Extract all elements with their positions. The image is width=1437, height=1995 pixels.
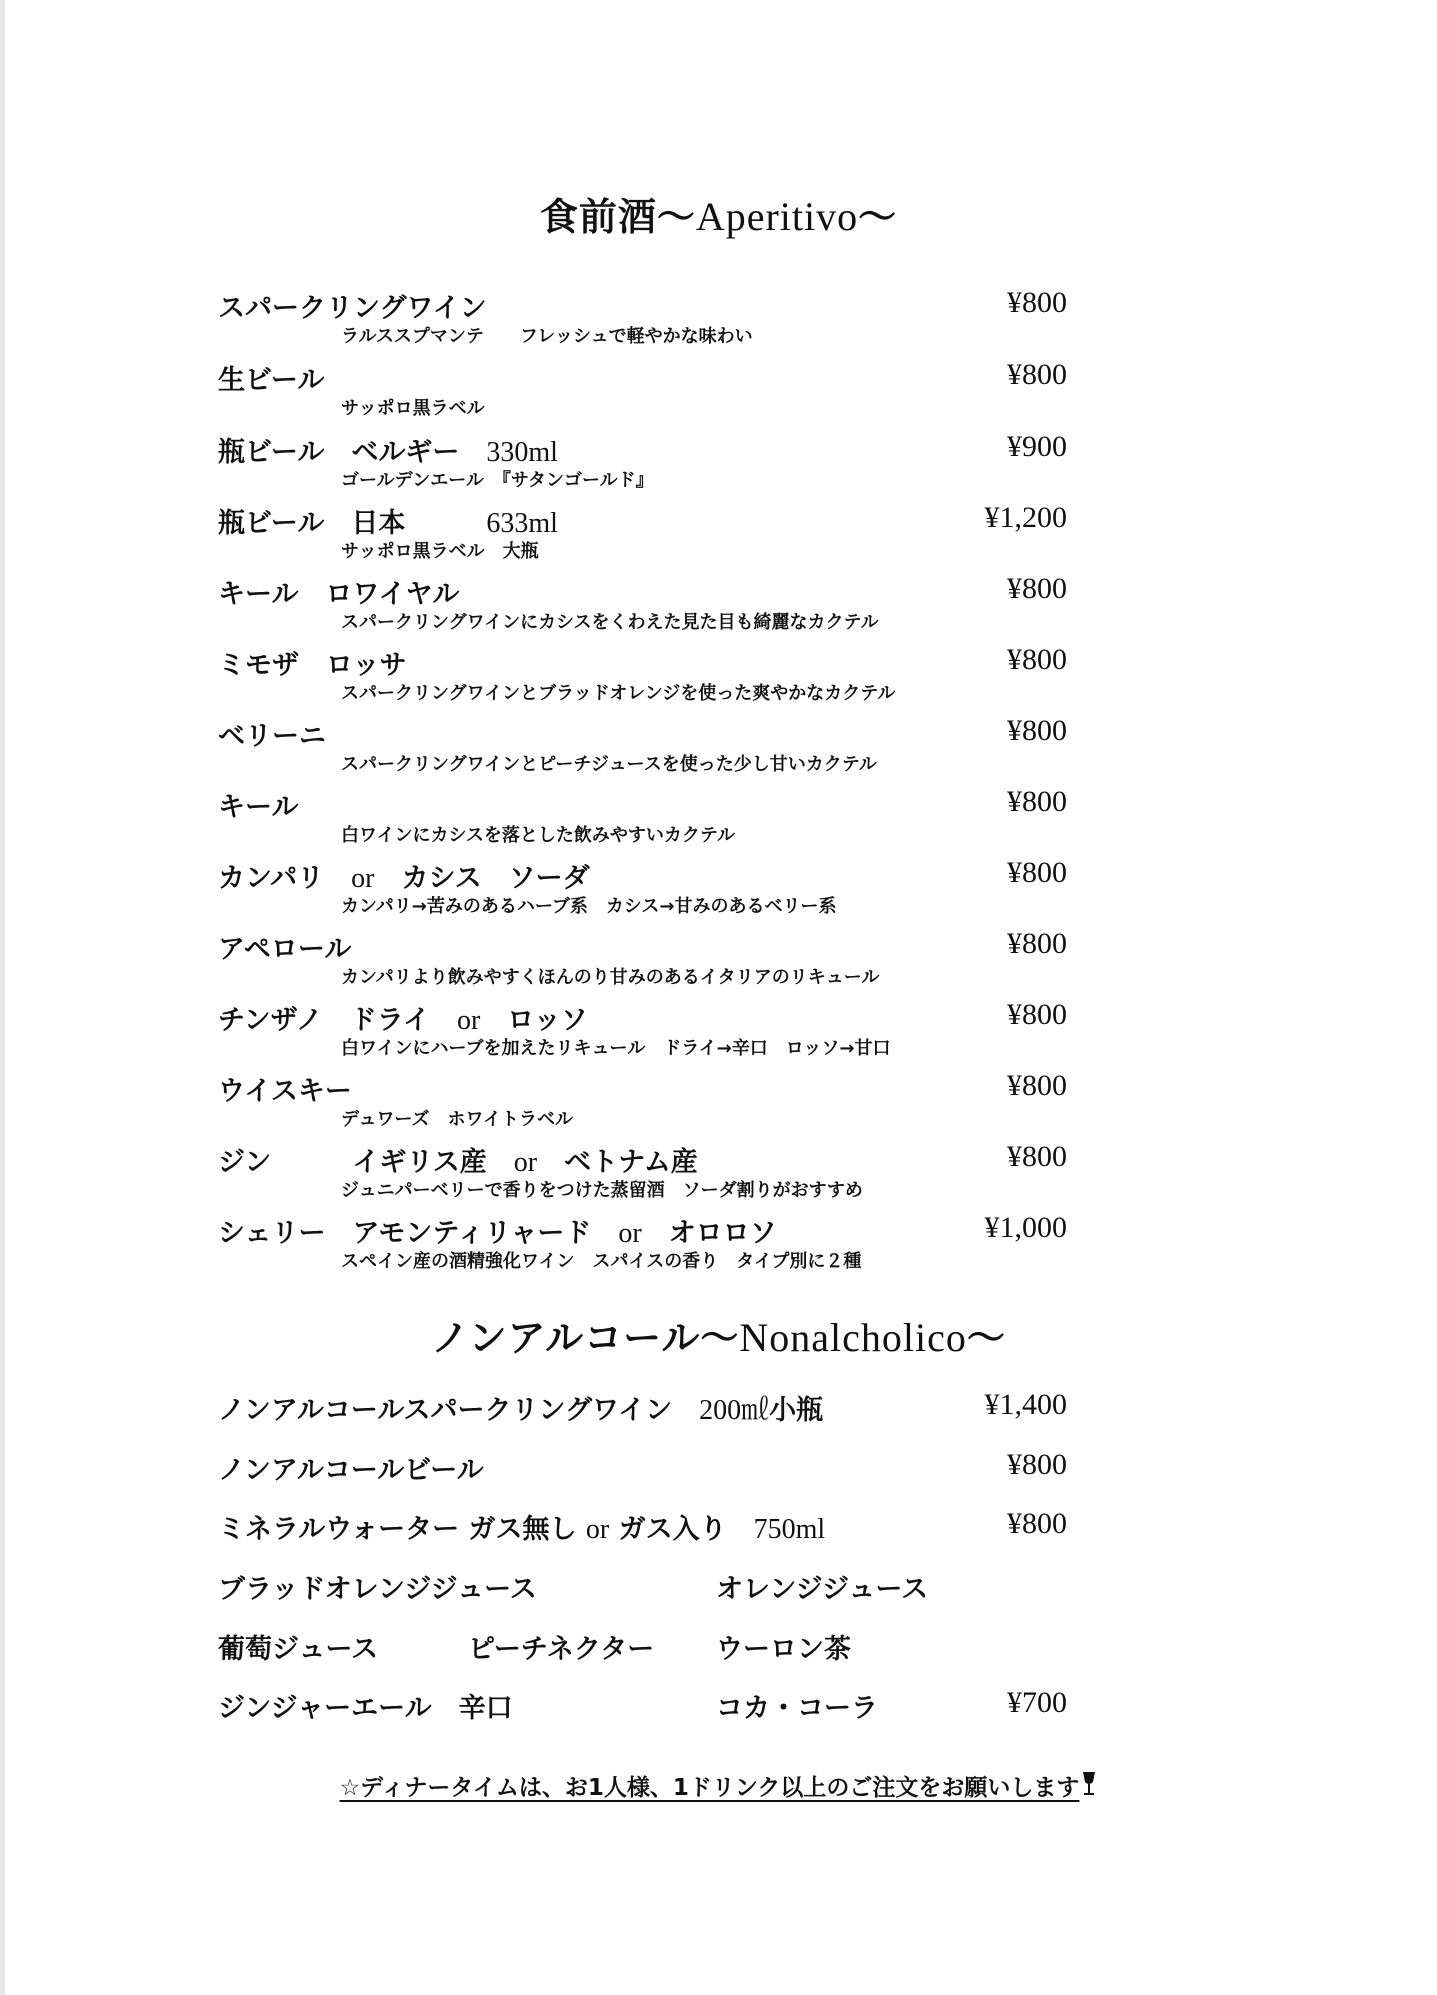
item-description: ゴールデンエール 『サタンゴールド』 bbox=[341, 470, 654, 491]
item-price: ¥800 bbox=[1007, 1140, 1067, 1173]
menu-item bbox=[0, 1140, 1437, 1210]
item-name: キール ロワイヤル bbox=[218, 579, 460, 610]
item-description: ラルススプマンテ フレッシュで軽やかな味わい bbox=[341, 326, 753, 347]
item-name: 瓶ビール ベルギー 330ml bbox=[218, 437, 558, 468]
item-name: ピーチネクター bbox=[468, 1634, 655, 1665]
menu-row bbox=[0, 1686, 1437, 1726]
menu-item bbox=[0, 501, 1437, 571]
item-name: ミネラルウォーター ガス無し or ガス入り 750ml bbox=[218, 1514, 826, 1545]
item-description: カンパリより飲みやすくほんのり甘みのあるイタリアのリキュール bbox=[341, 967, 880, 988]
item-name: ブラッドオレンジジュース bbox=[218, 1574, 537, 1605]
item-name: チンザノ ドライ or ロッソ bbox=[218, 1005, 588, 1036]
item-price: ¥800 bbox=[1007, 1507, 1067, 1540]
item-price: ¥800 bbox=[1007, 1069, 1067, 1102]
footer-note-text: ☆ディナータイムは、お1人様、1ドリンク以上のご注文をお願いします bbox=[339, 1775, 1080, 1801]
menu-row bbox=[0, 1448, 1437, 1488]
item-description: サッポロ黒ラベル 大瓶 bbox=[341, 541, 539, 562]
item-description: スパークリングワインとピーチジュースを使った少し甘いカクテル bbox=[341, 754, 877, 775]
item-name: ウイスキー bbox=[218, 1076, 352, 1107]
menu-row bbox=[0, 1627, 1437, 1667]
item-name: ウーロン茶 bbox=[716, 1634, 851, 1665]
item-name: ノンアルコールスパークリングワイン 200㎖小瓶 bbox=[218, 1395, 824, 1426]
section-title-aperitivo: 食前酒〜Aperitivo〜 bbox=[539, 194, 898, 239]
item-price: ¥800 bbox=[1007, 856, 1067, 889]
item-name: オレンジジュース bbox=[716, 1574, 929, 1605]
item-description: カンパリ→苦みのあるハーブ系 カシス→甘みのあるベリー系 bbox=[341, 896, 837, 917]
menu-item bbox=[0, 1069, 1437, 1139]
item-description: デュワーズ ホワイトラベル bbox=[341, 1109, 574, 1130]
item-price: ¥800 bbox=[1007, 286, 1067, 319]
item-name: キール bbox=[218, 792, 299, 823]
menu-row bbox=[0, 1388, 1437, 1428]
menu-row bbox=[0, 1567, 1437, 1607]
menu-item bbox=[0, 785, 1437, 855]
item-name: 葡萄ジュース bbox=[218, 1634, 379, 1665]
item-name: ベリーニ bbox=[218, 721, 326, 752]
item-name: シェリー アモンティリャード or オロロソ bbox=[218, 1218, 777, 1249]
item-price: ¥800 bbox=[1007, 927, 1067, 960]
item-description: ジュニパーベリーで香りをつけた蒸留酒 ソーダ割りがおすすめ bbox=[341, 1180, 863, 1201]
footer-note bbox=[0, 1769, 1437, 1803]
item-description: 白ワインにハーブを加えたリキュール ドライ→辛口 ロッソ→甘口 bbox=[341, 1038, 891, 1059]
item-description: サッポロ黒ラベル bbox=[341, 398, 485, 419]
item-description: 白ワインにカシスを落とした飲みやすいカクテル bbox=[341, 825, 736, 846]
item-description: スペイン産の酒精強化ワイン スパイスの香り タイプ別に２種 bbox=[341, 1251, 862, 1272]
wine-glass-icon bbox=[1081, 1771, 1097, 1803]
menu-item bbox=[0, 998, 1437, 1068]
item-name: 生ビール bbox=[218, 365, 325, 396]
item-description: スパークリングワインとブラッドオレンジを使った爽やかなカクテル bbox=[341, 683, 896, 704]
item-price: ¥800 bbox=[1007, 714, 1067, 747]
item-name: コカ・コーラ bbox=[716, 1693, 878, 1724]
menu-item bbox=[0, 714, 1437, 784]
item-price: ¥1,400 bbox=[984, 1388, 1067, 1421]
item-price: ¥800 bbox=[1007, 572, 1067, 605]
item-price: ¥800 bbox=[1007, 1448, 1067, 1481]
item-name: スパークリングワイン bbox=[218, 293, 487, 324]
item-name: アペロール bbox=[218, 934, 352, 965]
menu-item bbox=[0, 430, 1437, 500]
item-description: スパークリングワインにカシスをくわえた見た目も綺麗なカクテル bbox=[341, 612, 879, 633]
item-price: ¥900 bbox=[1007, 430, 1067, 463]
menu-item bbox=[0, 1211, 1437, 1281]
menu-item bbox=[0, 643, 1437, 713]
section-title-nonalcolico: ノンアルコール〜Nonalcholico〜 bbox=[431, 1315, 1006, 1360]
item-price: ¥700 bbox=[1007, 1686, 1067, 1719]
menu-item bbox=[0, 856, 1437, 926]
item-price: ¥1,200 bbox=[984, 501, 1067, 534]
item-price: ¥800 bbox=[1007, 358, 1067, 391]
item-price: ¥800 bbox=[1007, 643, 1067, 676]
item-price: ¥1,000 bbox=[984, 1211, 1067, 1244]
item-name: ノンアルコールビール bbox=[218, 1455, 484, 1486]
item-name: ジン イギリス産 or ベトナム産 bbox=[218, 1147, 698, 1178]
menu-item bbox=[0, 358, 1437, 428]
menu-item bbox=[0, 572, 1437, 642]
item-price: ¥800 bbox=[1007, 998, 1067, 1031]
item-name: 瓶ビール 日本 633ml bbox=[218, 508, 558, 539]
menu-item bbox=[0, 286, 1437, 356]
menu-row bbox=[0, 1507, 1437, 1547]
item-price: ¥800 bbox=[1007, 785, 1067, 818]
item-name: ミモザ ロッサ bbox=[218, 650, 407, 681]
menu-item bbox=[0, 927, 1437, 997]
item-name: ジンジャーエール 辛口 bbox=[218, 1693, 513, 1724]
item-name: カンパリ or カシス ソーダ bbox=[218, 863, 590, 894]
